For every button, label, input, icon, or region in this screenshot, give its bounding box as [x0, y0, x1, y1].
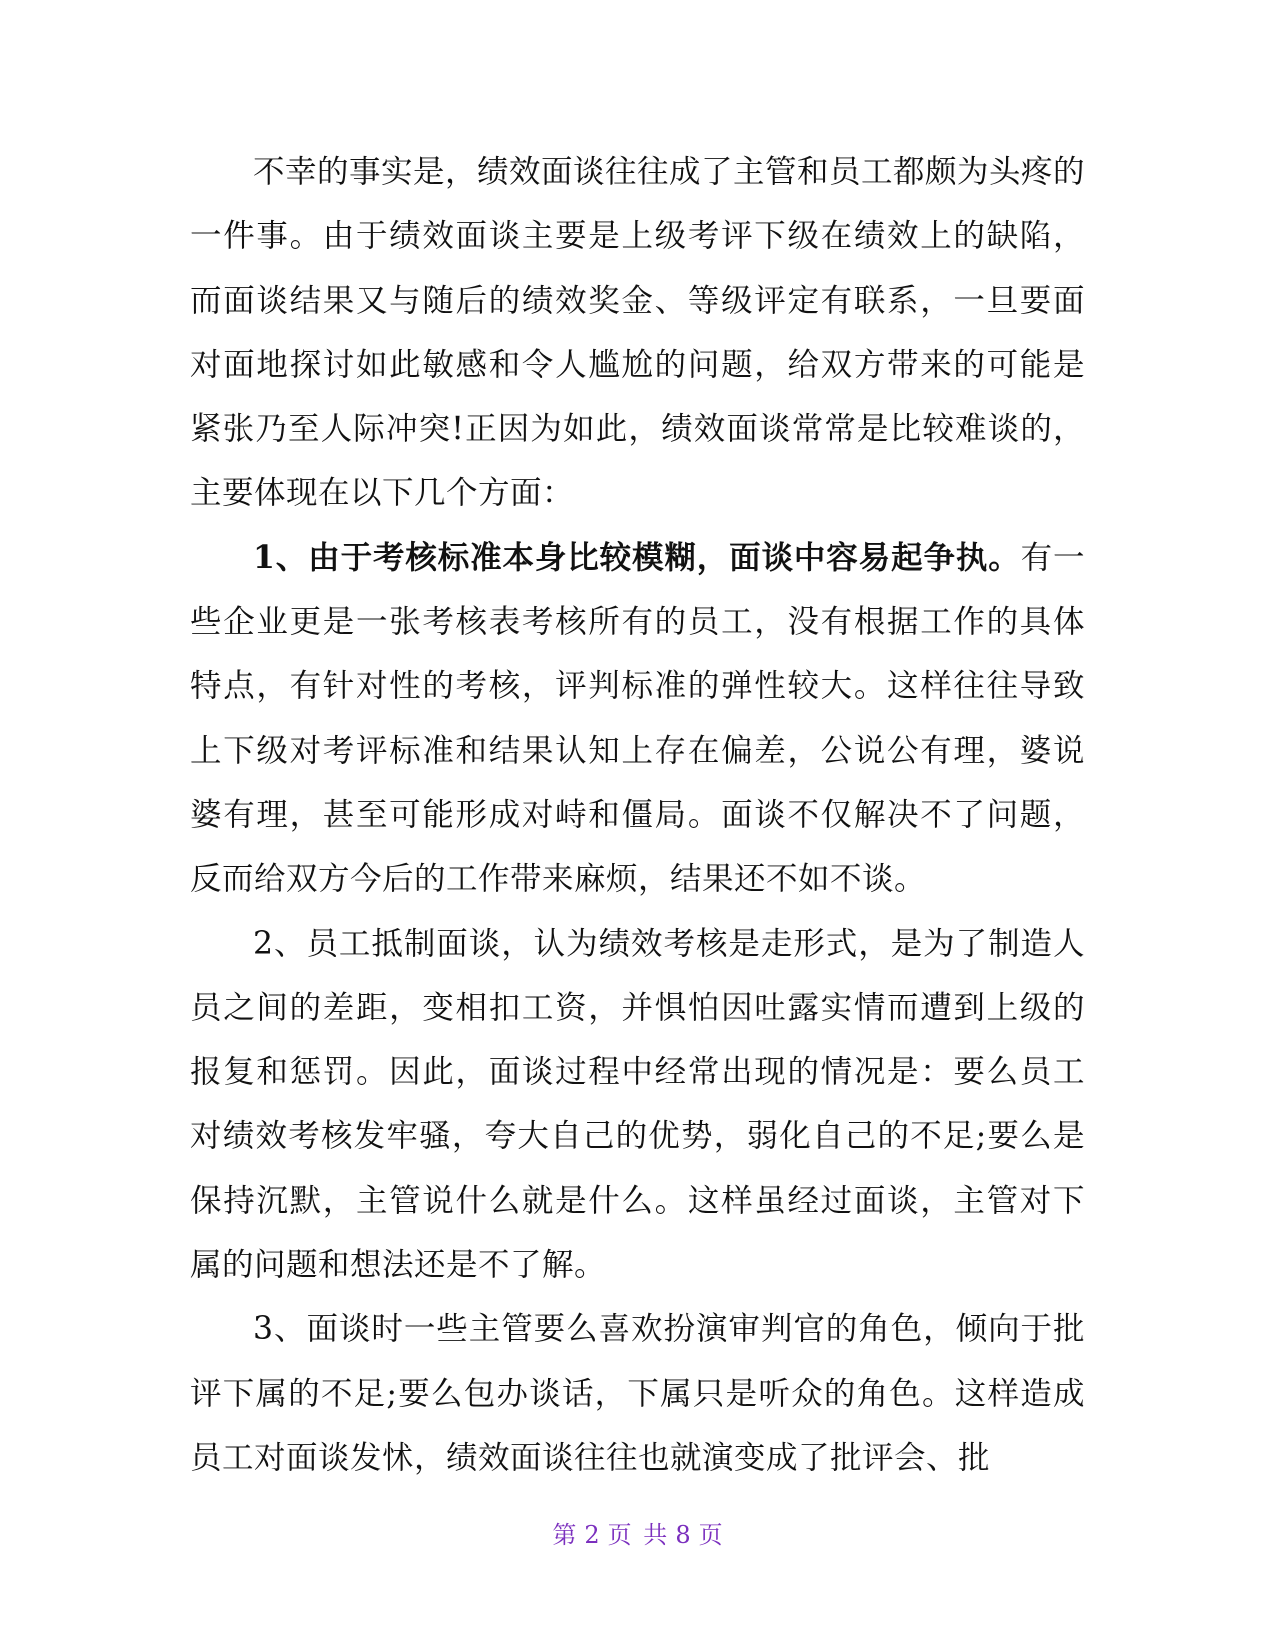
paragraph-point-2 [190, 912, 1085, 1298]
footer-total-pages: 8 [675, 1521, 691, 1549]
paragraph-intro-text: 不幸的事实是，绩效面谈往往成了主管和员工都颇为头疼的一件事。由于绩效面谈主要是上级考评下级在绩效上的缺陷，而面谈结果又与随后的绩效奖金、等级评定有联系，一旦要面对面地探讨如此敏感和令人尴尬的问题，给双方带来的可能是紧张乃至人际冲突!正因为如此，绩效面谈常常是比较难谈的，主要体现在以下几个方面： [190, 154, 1086, 512]
footer-prefix: 第 [552, 1521, 577, 1549]
footer-middle: 页 共 [607, 1521, 668, 1549]
paragraph-point-3 [190, 1297, 1085, 1490]
paragraph-point-3-text: 3、面谈时一些主管要么喜欢扮演审判官的角色，倾向于批评下属的不足;要么包办谈话，下属只是听众的角色。这样造成员工对面谈发怵，绩效面谈往往也就演变成了批评会、批 [190, 1311, 1085, 1476]
paragraph-intro [190, 140, 1085, 526]
page-footer [0, 1515, 1275, 1550]
paragraph-point-1-heading: 1、由于考核标准本身比较模糊，面谈中容易起争执。 [253, 538, 1021, 576]
paragraph-point-1-text: 有一些企业更是一张考核表考核所有的员工，没有根据工作的具体特点，有针对性的考核，评判标准的弹性较大。这样往往导致上下级对考评标准和结果认知上存在偏差，公说公有理，婆说婆有理，甚至可能形成对峙和僵局。面谈不仅解决不了问题，反而给双方今后的工作带来麻烦，结果还不如不谈。 [190, 539, 1085, 898]
footer-page-number: 2 [584, 1521, 600, 1549]
paragraph-point-1 [190, 526, 1085, 912]
document-body [190, 140, 1085, 1490]
paragraph-point-2-text: 2、员工抵制面谈，认为绩效考核是走形式，是为了制造人员之间的差距，变相扣工资，并惧怕因吐露实情而遭到上级的报复和惩罚。因此，面谈过程中经常出现的情况是：要么员工对绩效考核发牢骚，夸大自己的优势，弱化自己的不足;要么是保持沉默，主管说什么就是什么。这样虽经过面谈，主管对下属的问题和想法还是不了解。 [190, 925, 1085, 1284]
footer-suffix: 页 [698, 1521, 723, 1549]
